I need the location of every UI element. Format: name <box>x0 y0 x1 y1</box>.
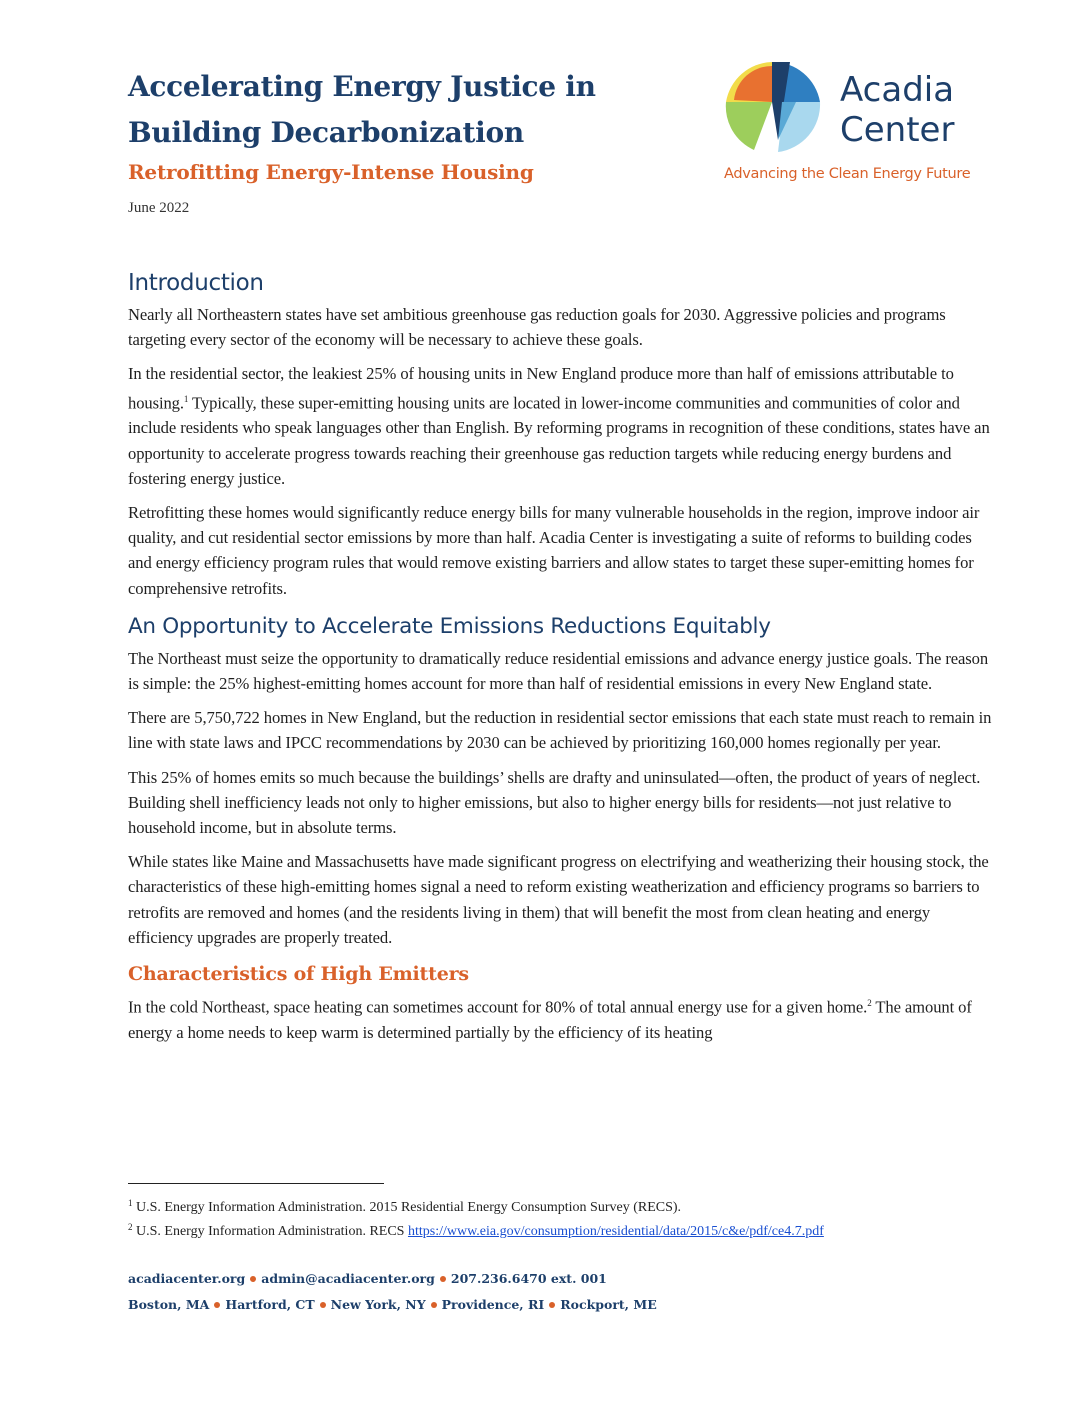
footnote-text: U.S. Energy Information Administration. 2015 Residential Energy Consumption Survey (RECS). <box>132 1200 682 1215</box>
logo-tagline: Advancing the Clean Energy Future <box>724 166 971 182</box>
paragraph-text: In the cold Northeast, space heating can sometimes account for 80% of total annual energy use for a given home. <box>128 997 868 1017</box>
bullet-icon <box>549 1302 555 1308</box>
document-body <box>128 266 996 1054</box>
logo-name <box>840 70 954 150</box>
footnote-text: U.S. Energy Information Administration. RECS <box>132 1224 408 1239</box>
document-title: Accelerating Energy Justice in Building Decarbonization <box>128 70 596 149</box>
paragraph <box>128 361 996 491</box>
footer-email[interactable]: admin@acadiacenter.org <box>261 1271 435 1286</box>
paragraph: This 25% of homes emits so much because the buildings’ shells are drafty and uninsulated—often, the product of years of neglect. Building shell inefficiency leads not only to higher emissions, but also to higher energy bills for residents—not just relative to household income, but in absolute terms. <box>128 767 981 837</box>
logo-mark-icon <box>724 60 834 160</box>
paragraph: Retrofitting these homes would significantly reduce energy bills for many vulnerable households in the region, improve indoor air quality, and cut residential sector emissions by more than half. Acadia Center is investigating a suite of reforms to building codes and energy efficiency program rules that would remove existing barriers and allow states to target these super-emitting homes for comprehensive retrofits. <box>128 502 980 598</box>
bullet-icon <box>250 1276 256 1282</box>
office-location: Providence, RI <box>441 1297 545 1312</box>
office-location: Boston, MA <box>128 1297 210 1312</box>
footer-contact <box>128 1266 988 1292</box>
footer-offices <box>128 1292 988 1318</box>
acadia-center-logo <box>724 60 984 190</box>
paragraph: While states like Maine and Massachusetts have made significant progress on electrifying and weatherizing their housing stock, the characteristics of these high-emitting homes signal a need to reform existing weatherization and efficiency programs so barriers to retrofits are removed and homes (and the residents living in them) that will benefit the most from clean heating and energy efficiency upgrades are properly treated. <box>128 852 989 947</box>
paragraph-text: Typically, these super-emitting housing units are located in lower-income communities and communities of color and include residents who speak languages other than English. By reforming programs in recognition of these conditions, states have an opportunity to accelerate progress towards reaching their greenhouse gas reduction targets while reducing energy burdens and fostering energy justice. <box>128 393 990 488</box>
office-location: New York, NY <box>330 1297 426 1312</box>
footer-phone: 207.236.6470 ext. 001 <box>450 1271 607 1286</box>
bullet-icon <box>440 1276 446 1282</box>
paragraph: The Northeast must seize the opportunity to dramatically reduce residential emissions and advance energy justice goals. The reason is simple: the 25% highest-emitting homes account for more than half of residential emissions in every New England state. <box>128 648 989 693</box>
paragraph: Nearly all Northeastern states have set ambitious greenhouse gas reduction goals for 2030. Aggressive policies and programs targeting every sector of the economy will be necessary to achieve these goals. <box>128 305 946 350</box>
paragraph <box>128 991 996 1045</box>
footnote-ref[interactable]: 1 <box>183 393 189 404</box>
page-footer <box>128 1266 988 1318</box>
bullet-icon <box>320 1302 326 1308</box>
footnote <box>128 1196 1008 1220</box>
footnotes <box>128 1196 1008 1244</box>
office-location: Rockport, ME <box>560 1297 657 1312</box>
logo-name-line2: Center <box>840 110 955 150</box>
document-date: June 2022 <box>128 200 190 216</box>
footnote-divider <box>128 1183 384 1184</box>
bullet-icon <box>214 1302 220 1308</box>
footnote-mark: 1 <box>128 1198 133 1208</box>
bullet-icon <box>431 1302 437 1308</box>
section-heading-introduction: Introduction <box>128 270 264 296</box>
document-subtitle: Retrofitting Energy-Intense Housing <box>128 160 534 184</box>
footer-website[interactable]: acadiacenter.org <box>128 1271 246 1286</box>
footnote-ref[interactable]: 2 <box>867 998 872 1008</box>
paragraph-text: The amount of energy a home needs to keep warm is determined partially by the efficiency of its heating <box>128 997 972 1042</box>
paragraph-text: In the residential sector, the leakiest 25% of housing units in New England produce more than half of emissions attributable to housing. <box>128 364 954 413</box>
section-heading-characteristics: Characteristics of High Emitters <box>128 963 469 985</box>
footnote-mark: 2 <box>128 1222 133 1232</box>
office-location: Hartford, CT <box>225 1297 315 1312</box>
section-heading-opportunity: An Opportunity to Accelerate Emissions Reductions Equitably <box>128 613 771 639</box>
footnote-link[interactable]: https://www.eia.gov/consumption/residential/data/2015/c&e/pdf/ce4.7.pdf <box>407 1224 824 1239</box>
footnote <box>128 1220 1008 1244</box>
logo-name-line1: Acadia <box>840 70 955 110</box>
paragraph: There are 5,750,722 homes in New England, but the reduction in residential sector emissions that each state must reach to remain in line with state laws and IPCC recommendations by 2030 can be achieved by prioritizing 160,000 homes regionally per year. <box>128 708 992 753</box>
